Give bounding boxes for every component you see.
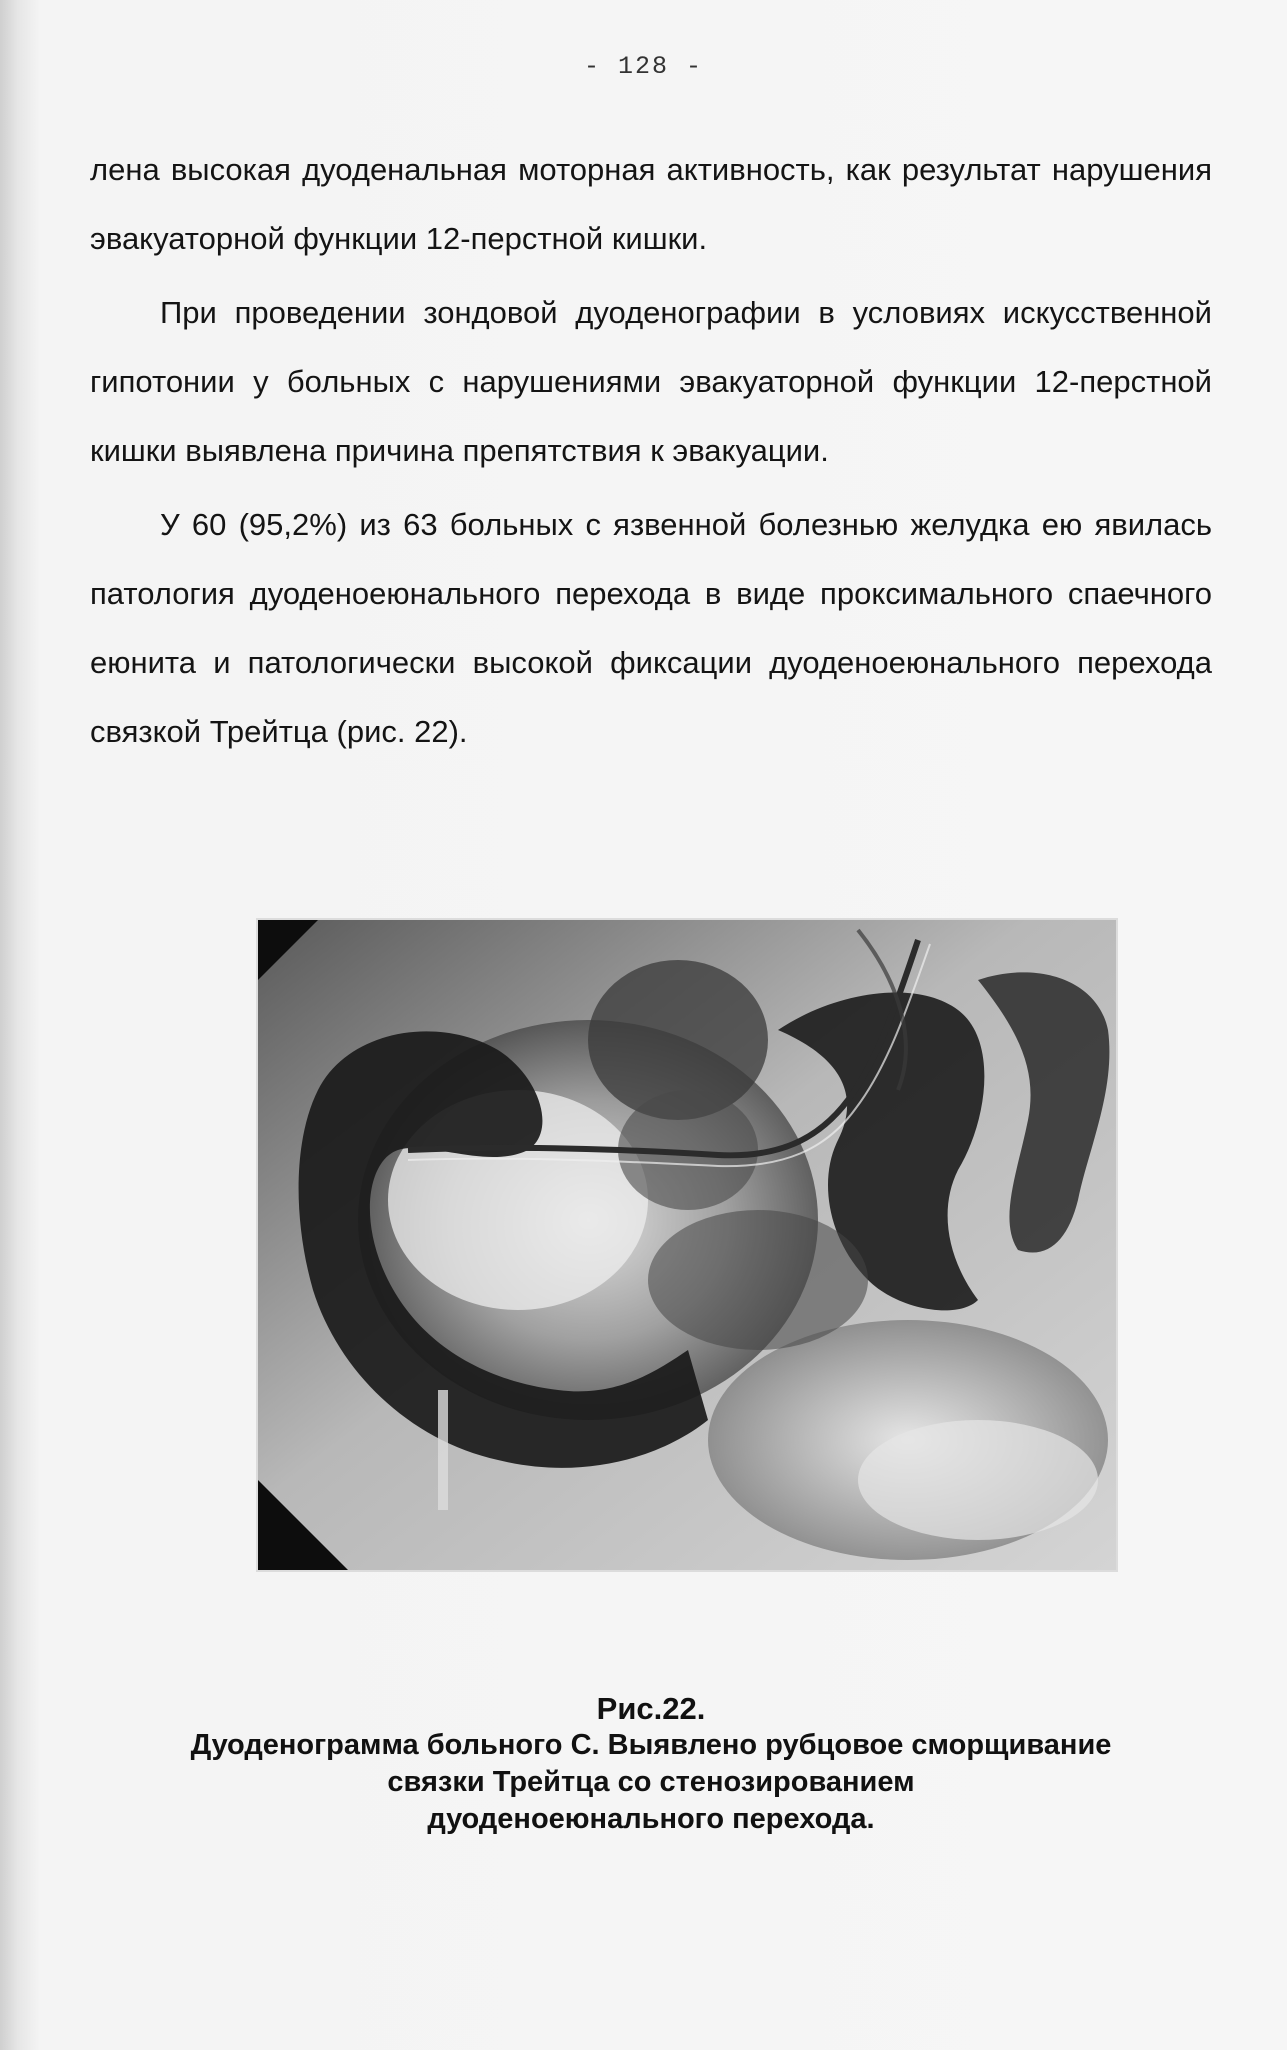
- caption-line: связки Трейтца со стенозированием: [387, 1766, 915, 1798]
- paragraph: лена высокая дуоденальная моторная активность, как результат нарушения эвакуаторной функции 12-перстной кишки.: [90, 152, 1212, 256]
- caption-label: Рис.22.: [596, 1691, 706, 1726]
- duodenogram-image: [258, 920, 1116, 1570]
- page-number: - 128 -: [583, 52, 704, 81]
- paragraph: У 60 (95,2%) из 63 больных с язвенной болезнью желудка ею явилась патология дуоденоеюнального перехода в виде проксимального спаечного еюнита и патологически высокой фиксации дуоденоеюнального перехода связкой Трейтца (рис. 22).: [90, 507, 1212, 749]
- paragraph: При проведении зондовой дуоденографии в условиях искусственной гипотонии у больных с нарушениями эвакуаторной функции 12-перстной кишки выявлена причина препятствия к эвакуации.: [90, 295, 1212, 468]
- figure-caption: [90, 1690, 1212, 1838]
- caption-line: Дуоденограмма больного С. Выявлено рубцовое сморщивание: [190, 1729, 1112, 1761]
- caption-line: дуоденоеюнального перехода.: [427, 1803, 875, 1835]
- body-text: [90, 135, 1212, 771]
- xray-illustration: [258, 920, 1116, 1570]
